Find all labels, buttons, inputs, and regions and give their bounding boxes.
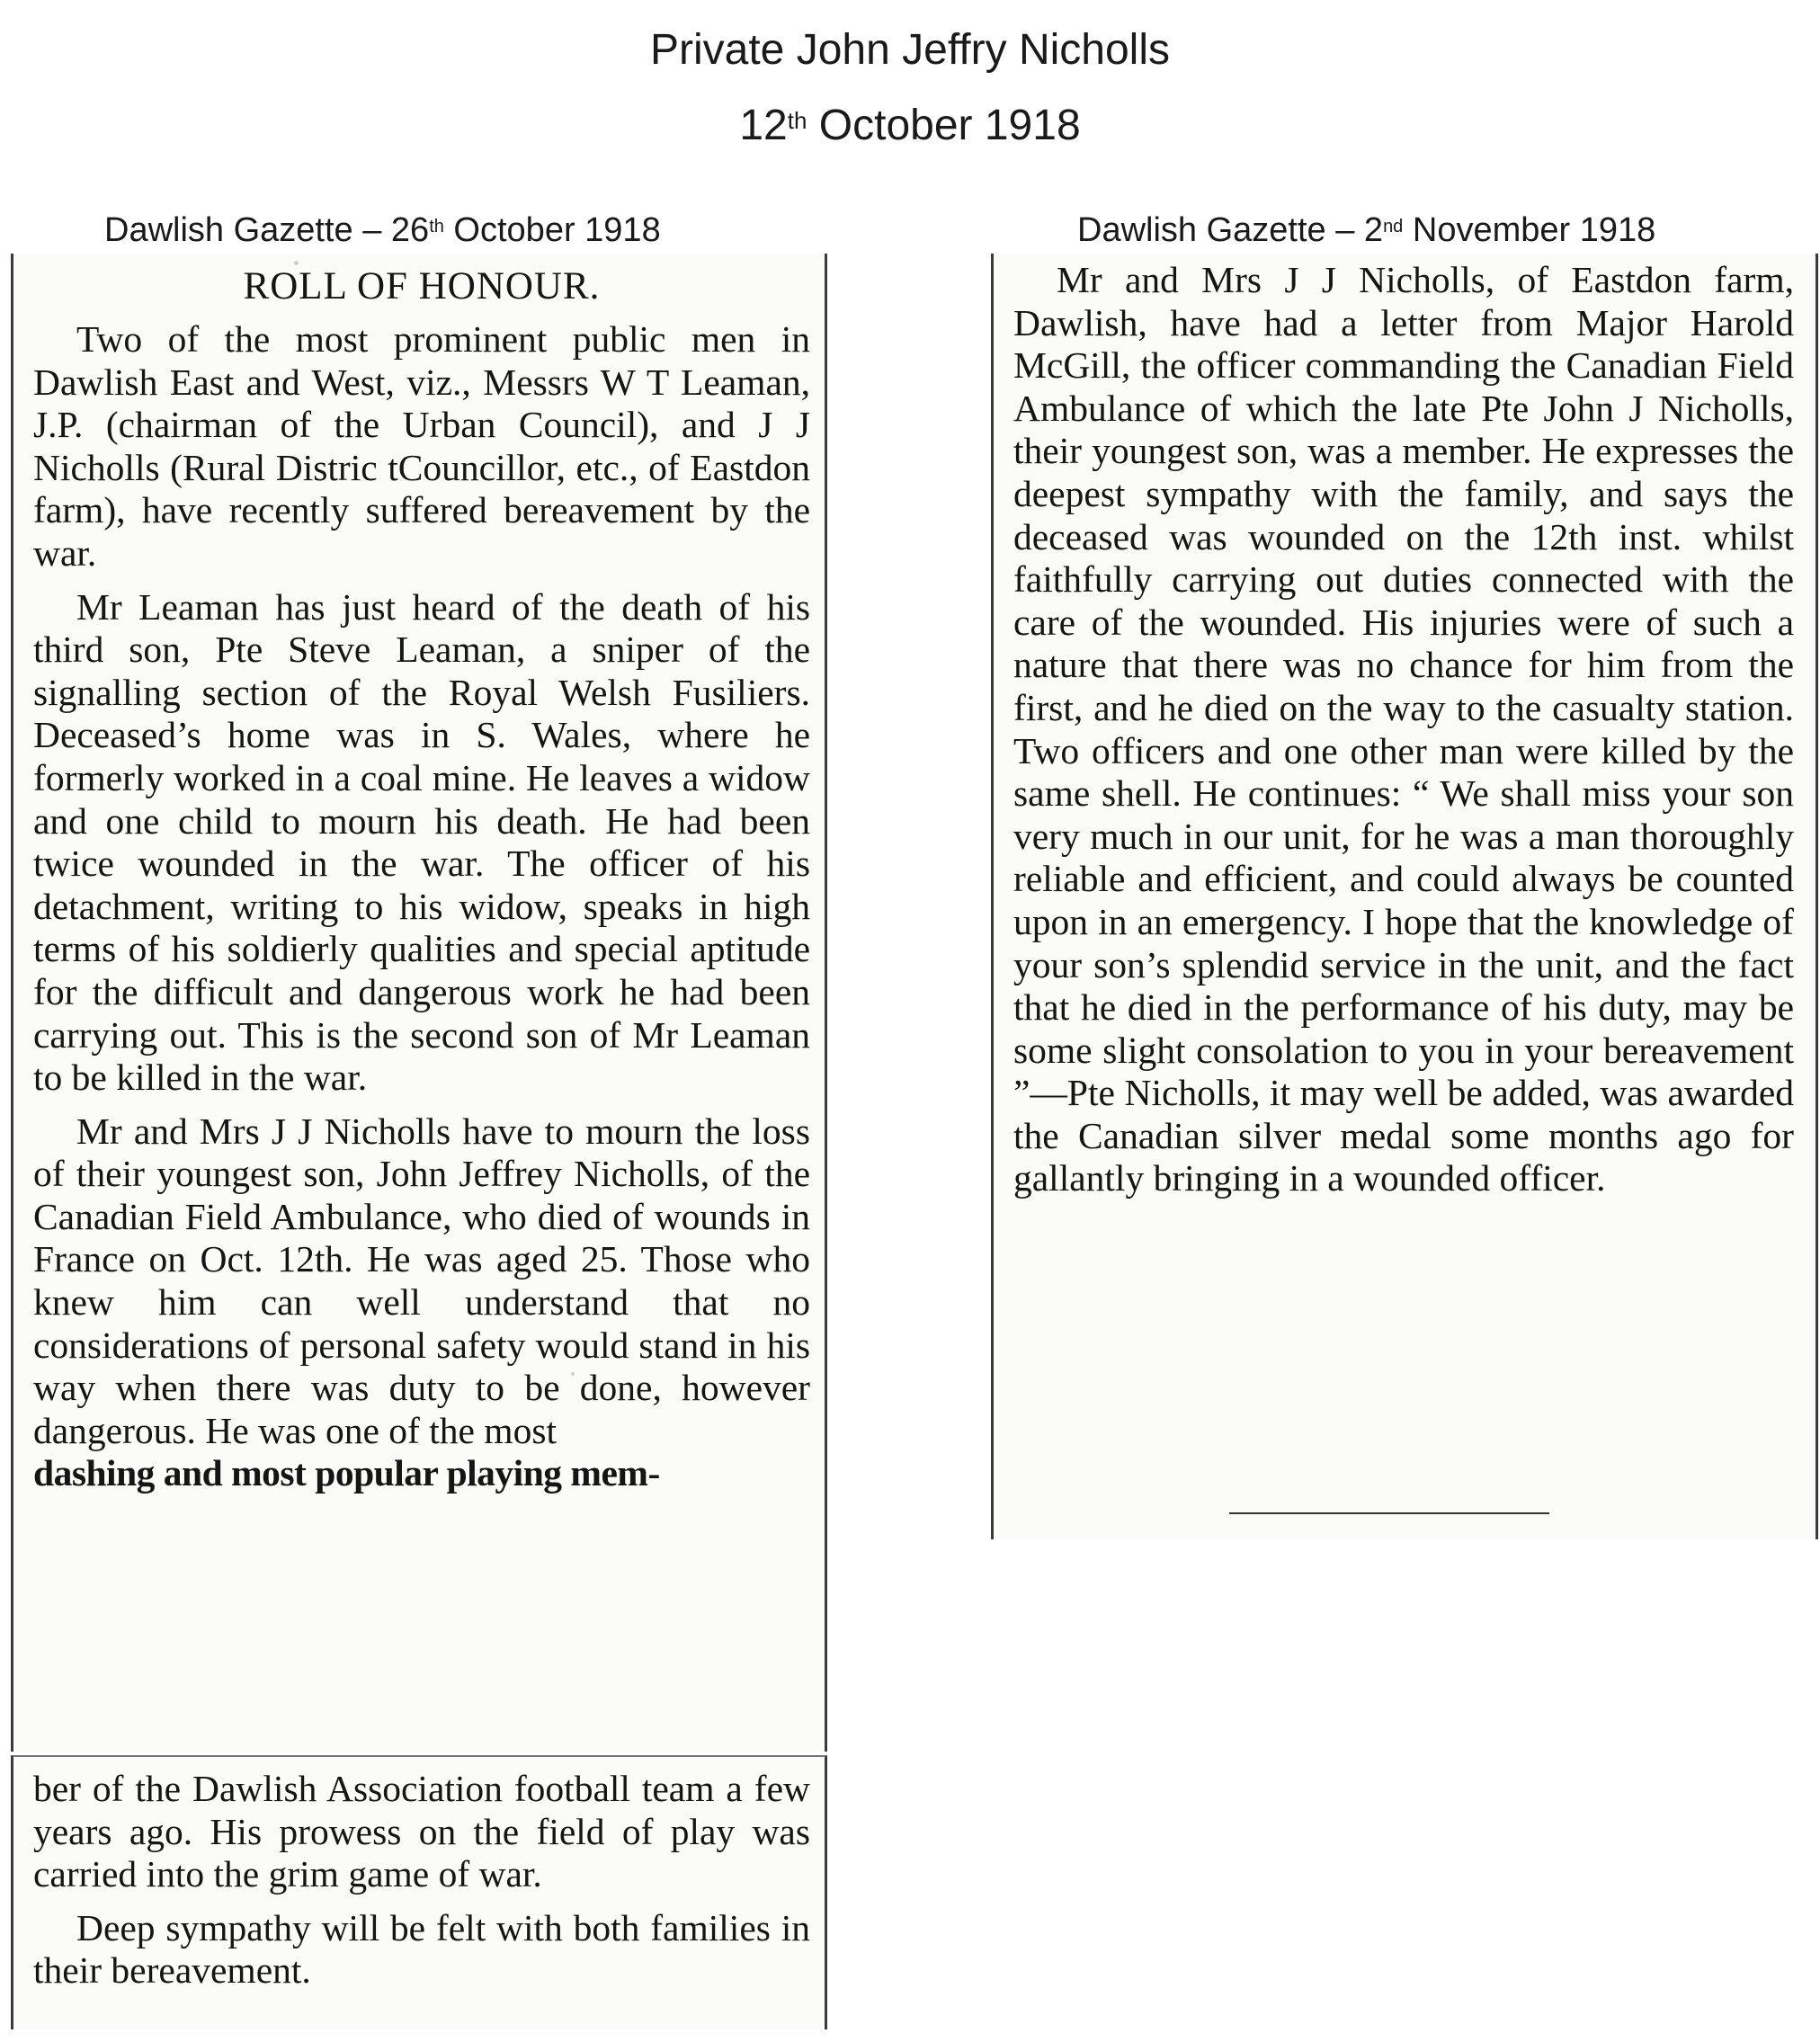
article-paragraph-2: Mr Leaman has just heard of the death of his third son, Pte Steve Leaman, a sniper of the signalling section of the Royal Welsh Fusiliers. Deceased’s home was in S. Wales, where he formerly worked in a coal mine. He leaves a widow and one child to mourn his death. He had been twice wounded in the war. The officer of his detachment, writing to his widow, speaks in high terms of his soldierly qualities and special aptitude for the difficult and dangerous work he had been carrying out. This is the second son of Mr Leaman to be killed in the war. <box>33 585 810 1099</box>
article-paragraph-3: Mr and Mrs J J Nicholls have to mourn the loss of their youngest son, John Jeffrey Nicholls, of the Canadian Field Ambulance, who died of wounds in France on Oct. 12th. He was aged 25. Those who knew him can well understand that no considerations of personal safety would stand in his way when there was duty to be done, however dangerous. He was one of the most <box>33 1110 810 1451</box>
left-clipping-caption: Dawlish Gazette – 26th October 1918 <box>104 211 661 249</box>
left-clipping-continuation <box>11 1755 827 2029</box>
article-paragraph-1: Two of the most prominent public men in Dawlish East and West, viz., Messrs W T Leaman, J.P. (chairman of the Urban Council), and J J Nicholls (Rural Distric tCouncillor, etc., of Eastdon farm), have recently suffered bereavement by the war. <box>33 318 810 574</box>
page-title <box>0 13 1820 164</box>
print-speck <box>571 1372 575 1376</box>
letter-paragraph: Mr and Mrs J J Nicholls, of Eastdon farm, Dawlish, have had a letter from Major Harold McGill, the officer commanding the Canadian Field Ambulance of which the late Pte John J Nicholls, their youngest son, was a member. He expresses the deepest sympathy with the family, and says the deceased was wounded on the 12th inst. whilst faithfully carrying out duties connected with the care of the wounded. His injuries were of such a nature that there was no chance for him from the first, and he died on the way to the casualty station. Two officers and one other man were killed by the same shell. He continues: “ We shall miss your son very much in our unit, for he was a man thoroughly reliable and efficient, and could always be counted upon in an emergency. I hope that the knowledge of your son’s splendid service in the unit, and the fact that he died in the performance of his duty, may be some slight consolation to you in your bereavement ”—Pte Nicholls, it may well be added, was awarded the Canadian silver medal some months ago for gallantly bringing in a wounded officer. <box>1013 259 1794 1199</box>
article-bold-line: dashing and most popular playing mem- <box>33 1452 660 1494</box>
death-date: 12th October 1918 <box>739 102 1081 149</box>
print-speck <box>294 261 299 265</box>
left-newspaper-clipping <box>11 254 827 1752</box>
clipping-headline: ROLL OF HONOUR. <box>243 265 601 308</box>
end-rule <box>1229 1512 1549 1514</box>
right-newspaper-clipping <box>991 254 1818 1539</box>
soldier-name: Private John Jeffry Nicholls <box>649 26 1170 74</box>
right-clipping-caption: Dawlish Gazette – 2nd November 1918 <box>1077 211 1656 249</box>
article-paragraph-4: Deep sympathy will be felt with both families in their bereavement. <box>33 1906 810 1992</box>
article-paragraph-3-continued: ber of the Dawlish Association football team a few years ago. His prowess on the field of play was carried into the grim game of war. <box>33 1768 810 1895</box>
